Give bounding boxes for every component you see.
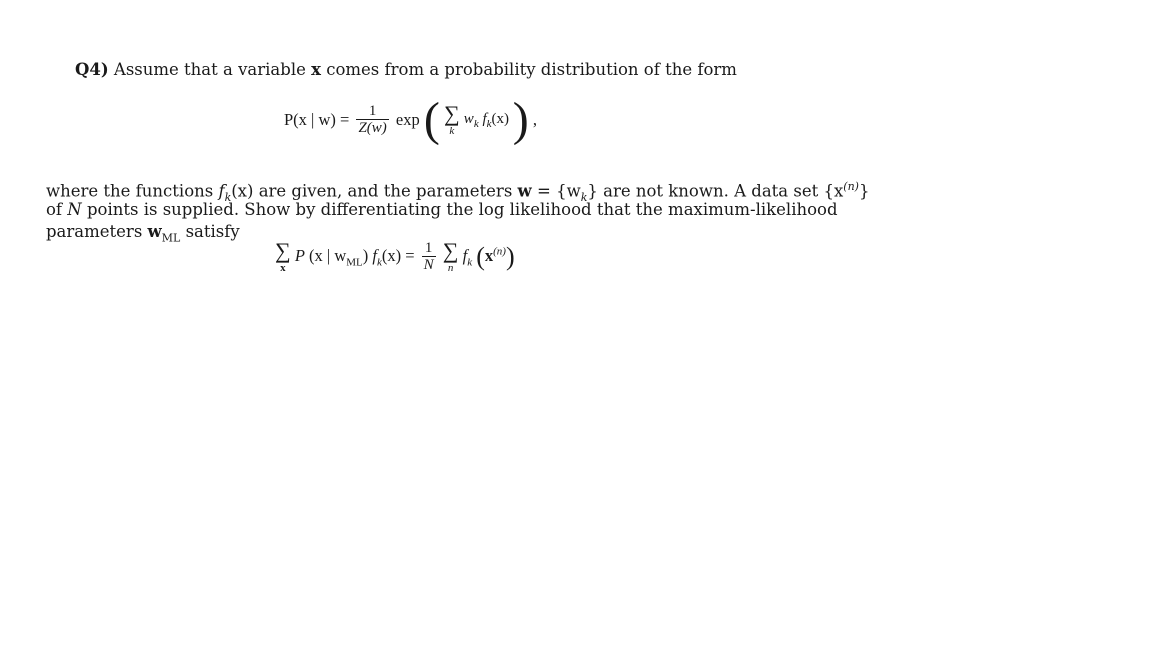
equation-ml-condition xyxy=(275,240,515,274)
eq2-rhs-f: f xyxy=(462,246,468,266)
eq2-rhs-left-paren: ( xyxy=(476,242,485,272)
eq1-term-w-sub: k xyxy=(473,117,479,130)
eq2-rhs-sup: (n) xyxy=(493,245,506,258)
eq2-inner-sub: ML xyxy=(346,256,363,269)
eq2-arg: (x) = xyxy=(381,245,415,265)
eq1-sum-index: k xyxy=(449,125,455,137)
question-intro-rest: comes from a probability distribution of the form xyxy=(326,60,737,79)
paragraph-line-3 xyxy=(46,220,240,249)
p3-text-a: parameters xyxy=(46,222,143,241)
eq2-frac-den: N xyxy=(423,257,434,273)
p1-w: w xyxy=(517,181,532,201)
eq1-left-paren: ( xyxy=(423,93,440,146)
equation-distribution xyxy=(284,93,537,146)
p1-text-d: = {w xyxy=(537,181,581,201)
p1-arg: (x) xyxy=(231,181,254,201)
eq1-sum xyxy=(444,103,460,137)
p1-xn-sup: (n) xyxy=(843,180,859,193)
eq2-f-sub: k xyxy=(376,256,382,269)
variable-x: x xyxy=(311,60,321,79)
eq2-rhs-f-sub: k xyxy=(467,256,473,269)
eq2-inner: (x | w xyxy=(309,245,347,265)
eq2-sum-left-index: x xyxy=(280,262,286,274)
eq2-sum-right-index: n xyxy=(447,262,454,274)
eq2-fraction xyxy=(422,240,436,274)
eq2-sum-right xyxy=(443,240,459,274)
p3-w: w xyxy=(147,222,162,241)
eq1-sum-symbol: ∑ xyxy=(443,101,460,126)
question-text xyxy=(75,58,737,81)
p1-text-a: where the functions xyxy=(46,181,214,201)
p3-w-sub: ML xyxy=(161,231,181,245)
eq1-term-f-sub: k xyxy=(486,117,492,130)
eq2-lhs xyxy=(294,245,419,269)
eq2-f: f xyxy=(372,245,377,265)
eq2-sum-left xyxy=(275,240,291,274)
eq2-rhs-x: x xyxy=(484,246,494,266)
eq1-term-w: w xyxy=(463,110,474,127)
p3-text-b: satisfy xyxy=(185,222,240,241)
eq2-sum-left-symbol: ∑ xyxy=(275,238,291,263)
eq1-exp: exp xyxy=(395,110,420,129)
eq1-fraction xyxy=(356,103,388,137)
p1-wk-sub: k xyxy=(580,190,588,204)
eq1-term xyxy=(463,110,513,130)
eq1-frac-num: 1 xyxy=(368,103,377,119)
eq1-lhs: P(x | w) = xyxy=(284,110,350,129)
p1-close-brace: } xyxy=(858,181,870,201)
p2-N: N xyxy=(67,200,82,219)
question-intro: Assume that a variable xyxy=(113,60,306,79)
question-label: Q4) xyxy=(75,60,109,79)
p2-text-a: of xyxy=(46,200,63,219)
paragraph-line-2 xyxy=(46,198,838,221)
eq2-rhs xyxy=(462,242,515,272)
p1-f-sub: k xyxy=(224,190,232,204)
eq1-trailing: , xyxy=(532,110,537,129)
eq1-right-paren: ) xyxy=(512,93,529,146)
eq2-sum-right-symbol: ∑ xyxy=(442,238,459,263)
p1-text-e: } are not known. A data set {x xyxy=(587,181,844,201)
eq2-rhs-right-paren: ) xyxy=(505,242,515,272)
eq2-P: P xyxy=(294,245,305,265)
eq1-frac-den: Z(w) xyxy=(358,120,387,136)
eq1-term-f: f xyxy=(482,110,487,127)
p1-f: f xyxy=(218,181,225,201)
eq1-term-arg: (x) xyxy=(491,110,510,127)
p1-text-c: are given, and the parameters xyxy=(258,181,513,201)
eq2-frac-num: 1 xyxy=(424,240,433,256)
p2-text-b: points is supplied. Show by differentiating the log likelihood that the maximum-likelihood xyxy=(86,200,838,219)
eq2-inner-close: ) xyxy=(362,245,369,265)
